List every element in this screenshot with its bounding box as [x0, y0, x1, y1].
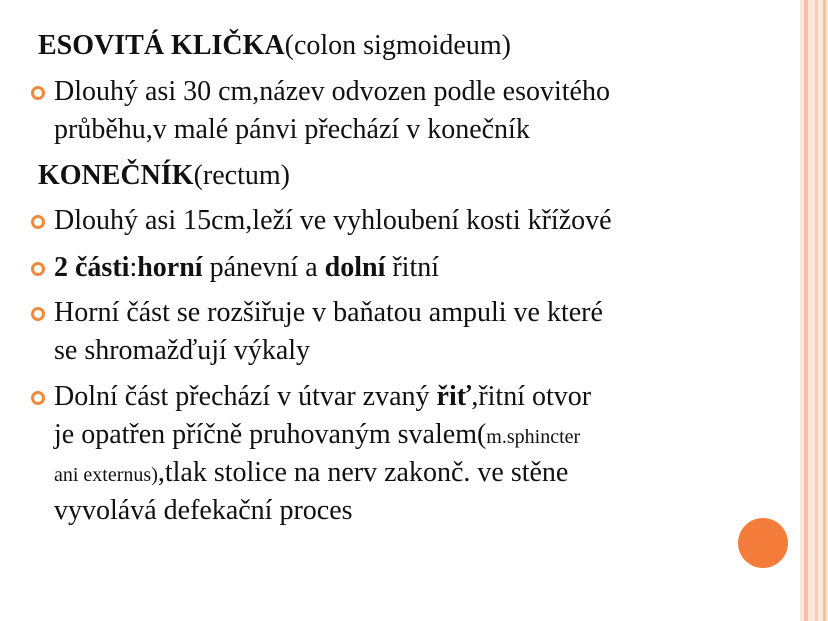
- bullet-text: Horní část se rozšiřuje v baňatou ampuli ve které: [54, 297, 603, 328]
- bullet-text: Dlouhý asi 30 cm,název odvozen podle esovitého: [54, 76, 610, 107]
- decorative-circle: [738, 518, 788, 568]
- text-fragment: je opatřen příčně pruhovaným svalem(: [54, 419, 487, 450]
- bold-term: dolní: [324, 252, 386, 283]
- separator: :: [129, 252, 138, 283]
- bullet-text-continued: vyvolává defekační proces: [54, 495, 353, 526]
- latin-term: ani externus): [54, 464, 158, 486]
- bullet-text-continued: [54, 421, 580, 449]
- bullet-icon: [31, 215, 45, 229]
- bullet-icon: [31, 391, 45, 405]
- bullet-text-continued: se shromažďují výkaly: [54, 335, 311, 366]
- heading-bold: KONEČNÍK: [38, 160, 194, 191]
- bullet-icon: [31, 262, 45, 276]
- text-fragment: ,tlak stolice na nerv zakonč. ve stěne: [157, 457, 569, 488]
- bullet-icon: [31, 86, 45, 100]
- text-fragment: pánevní a: [202, 252, 325, 283]
- bullet-text: Dlouhý asi 15cm,leží ve vyhloubení kosti křížové: [54, 205, 612, 236]
- bold-term: horní: [137, 252, 203, 283]
- right-border-line: [815, 0, 818, 621]
- bullet-text: [54, 254, 439, 282]
- bullet-text-continued: průběhu,v malé pánvi přechází v konečník: [54, 114, 530, 145]
- bullet-text: [54, 383, 591, 411]
- heading-bold: ESOVITÁ KLIČKA: [38, 30, 285, 61]
- text-fragment: Dolní část přechází v útvar zvaný: [54, 381, 437, 412]
- heading-colon-sigmoideum: [38, 32, 511, 60]
- heading-latin: (rectum): [193, 160, 290, 191]
- latin-term: m.sphincter: [486, 426, 581, 448]
- text-fragment: řitní: [385, 252, 440, 283]
- bold-term: 2 části: [54, 252, 130, 283]
- bullet-icon: [31, 307, 45, 321]
- heading-rectum: [38, 162, 290, 190]
- right-border-line: [804, 0, 808, 621]
- right-border-line: [823, 0, 826, 621]
- heading-latin: (colon sigmoideum): [284, 30, 511, 61]
- bold-term: řiť: [436, 381, 472, 412]
- text-fragment: ,řitní otvor: [471, 381, 592, 412]
- bullet-text-continued: [54, 459, 568, 487]
